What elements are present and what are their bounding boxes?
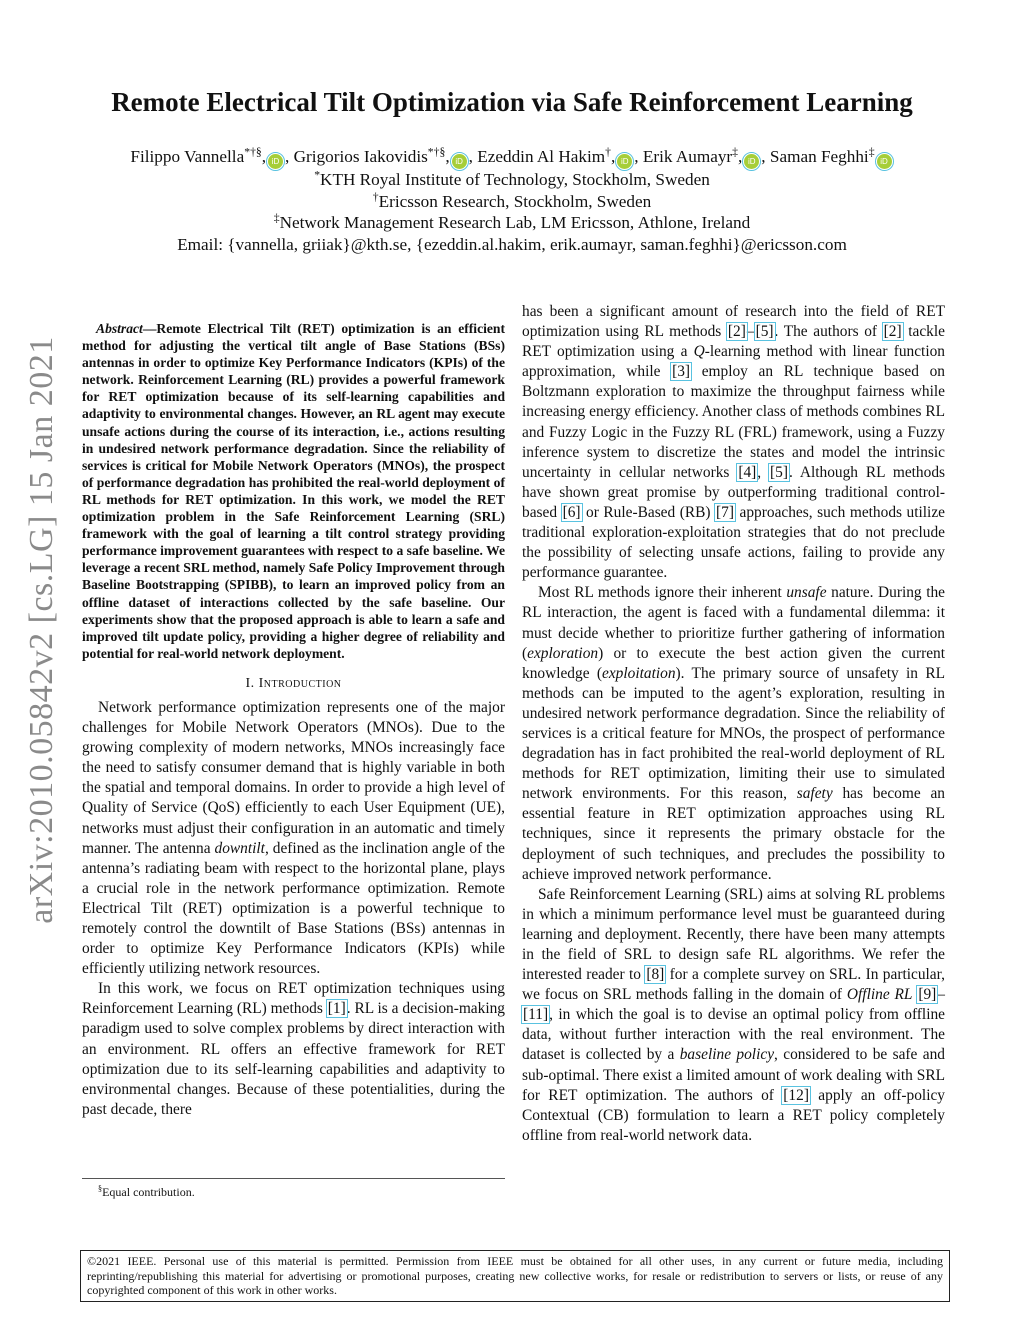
author-name: Ezeddin Al Hakim <box>477 147 606 166</box>
author-marks: ‡ <box>732 145 738 159</box>
section-heading-introduction: I. Introduction <box>245 675 342 691</box>
citation-link[interactable]: [11] <box>523 1006 549 1024</box>
orcid-icon[interactable]: iD <box>452 154 467 169</box>
affiliation: ‡Network Management Research Lab, LM Ericsson, Athlone, Ireland <box>273 211 751 232</box>
paragraph: In this work, we focus on RET optimization techniques using Reinforcement Learning (RL) methods [1]. RL is a decision-making paradigm used to solve complex problems by direct interaction with an environment. RL offers an effective framework for RET optimization due to its self-learning capabilities and adaptivity to environmental changes. Because of these potentialities, during the past decade, there <box>82 980 505 1118</box>
orcid-icon[interactable]: iD <box>744 154 759 169</box>
affiliation: †Ericsson Research, Stockholm, Sweden <box>372 189 652 211</box>
paragraph: has been a significant amount of research into the field of RET optimization using RL methods [2]–[5]. The authors of [2] tackle RET optimization using a Q-learning method with linear function approximation, while [3] employ an RL technique based on Boltzmann exploration to maximize the throughput fairness while increasing energy efficiency. Another class of methods combines RL and Fuzzy Logic in the Fuzzy RL (FRL) framework, using a Fuzzy inference system to discretize the states and model the intrinsic uncertainty in cellular networks [4], [5]. Although RL methods have shown great promise by outperforming traditional control-based [6] or Rule-Based (RB) [7] approaches, such methods utilize traditional exploration-exploitation strategies that do not preclude the possibility of selecting unsafe actions, failing to provide any performance guarantee. <box>522 303 945 582</box>
author-name: Grigorios Iakovidis <box>293 147 428 166</box>
author-marks: ‡ <box>868 145 875 159</box>
citation-link[interactable]: [7] <box>716 503 734 521</box>
abstract-text: —Remote Electrical Tilt (RET) optimization is an efficient method for adjusting the vertical tilt angle of Base Stations (BSs) antennas in order to optimize Key Performance Indicators (KPIs) of the network. Reinforcement Learning (RL) provides a powerful framework for RET optimization because of its self-learning capabilities and adaptivity to environmental changes. However, an RL agent may execute unsafe actions during the course of its interaction, i.e., actions resulting in undesired network performance degradation. Since the reliability of services is critical for Mobile Network Operators (MNOs), the prospect of performance degradation has prohibited the real-world deployment of RL methods for RET optimization. In this work, we model the RET optimization problem in the Safe Reinforcement Learning (SRL) framework with the goal of learning a tilt control strategy providing performance improvement guarantees with respect to a safe baseline. We leverage a recent SRL method, namely Safe Policy Improvement through Baseline Bootstrapping (SPIBB), to learn an improved policy from an offline dataset of interactions collected by the safe baseline. Our experiments show that the proposed approach is able to learn a safe and improved tilt update policy, providing a higher degree of reliability and potential for real-world network deployment. <box>82 321 505 661</box>
paragraph: Most RL methods ignore their inherent unsafe nature. During the RL interaction, the agent is faced with a fundamental dilemma: it must decide whether to prioritize further gathering of information (exploration) or to execute the best action given the current knowledge (exploitation). The primary source of unsafety in RL methods can be imputed to the agent’s exploration, resulting in undesired network performance degradation. Since the reliability of services is a critical feature for MNOs, the prospect of performance degradation has in fact prohibited the real-world deployment of RL methods for RET optimization, limiting their use to simulated network environments. For this reason, safety has become an essential feature in RET optimization approaches using RL techniques, since it represents the primary obstacle for the deployment of such techniques, and precludes the possibility to achieve improved network performance. <box>522 584 946 883</box>
author-name: Saman Feghhi <box>769 147 869 166</box>
paragraph: Network performance optimization represents one of the major challenges for Mobile Network Operators (MNOs). Due to the growing complexity of modern networks, MNOs increasingly face the need to satisfy consumer demand that is highly variable in both the spatial and temporal domains. In order to provide a high level of Quality of Service (QoS) efficiently to each User Equipment (UE), networks must adjust their configuration in an automatic and timely manner. The antenna downtilt, defined as the inclination angle of the antenna’s radiating beam with respect to the horizontal plane, plays a crucial role in the network performance optimization. Remote Electrical Tilt (RET) optimization is a powerful technique to remotely control the downtilt of Base Stations (BSs) antennas in order to optimize Key Performance Indicators (KPIs) while efficiently utilizing network resources. <box>82 698 505 978</box>
orcid-icon[interactable]: iD <box>877 154 892 169</box>
paper-title: Remote Electrical Tilt Optimization via Safe Reinforcement Learning <box>111 87 913 117</box>
citation-link[interactable]: [2] <box>883 323 902 341</box>
author-list: Filippo Vannella*†§, iD , Grigorios Iakovidis*†§, iD , Ezeddin Al Hakim†, iD , Erik Aumayr‡, iD , Saman Feghhi‡iD <box>60 146 964 169</box>
author-marks: *†§ <box>427 145 446 159</box>
author-name: Erik Aumayr <box>642 147 733 166</box>
citation-link[interactable]: [1] <box>327 1000 346 1018</box>
abstract-lead: Abstract <box>96 321 143 336</box>
footnote-text: Equal contribution. <box>102 1185 195 1199</box>
author-marks: *†§ <box>244 145 262 159</box>
citation-link[interactable]: [6] <box>562 503 581 521</box>
author-block <box>60 146 964 255</box>
abstract <box>82 320 505 662</box>
orcid-icon[interactable]: iD <box>268 154 283 169</box>
citation-link[interactable]: [3] <box>672 363 691 381</box>
citation-link[interactable]: [9] <box>918 986 937 1004</box>
paragraph: Safe Reinforcement Learning (SRL) aims at solving RL problems in which a minimum performance level must be guaranteed during learning and deployment. Recently, there have been many attempts in the field of SRL to design safe RL algorithms. We refer the interested reader to [8] for a complete survey on SRL. In particular, we focus on SRL methods falling in the domain of Offline RL [9]–[11], in which the goal is to devise an optimal policy from offline data, without further interaction with the real environment. The dataset is collected by a baseline policy, considered to be safe and sub-optimal. There exist a limited amount of work dealing with SRL for RET optimization. The authors of [12] apply an off-policy Contextual (CB) formulation to learn a RET policy completely offline from real-world network data. <box>522 885 946 1144</box>
arxiv-identifier[interactable]: arXiv:2010.05842v2 [cs.LG] 15 Jan 2021 <box>23 336 60 924</box>
citation-link[interactable]: [4] <box>738 463 757 481</box>
copyright-notice: ©2021 IEEE. Personal use of this material is permitted. Permission from IEEE must be obtained for all other uses, in any current or future media, including reprinting/republishing this material for advertising or promotional purposes, creating new collective works, for resale or redistribution to servers or lists, or reuse of any copyrighted component of this work in other works. <box>80 1250 950 1302</box>
author-marks: † <box>605 145 611 159</box>
left-column <box>82 320 505 1120</box>
right-column <box>522 302 945 1146</box>
affiliation: *KTH Royal Institute of Technology, Stockholm, Sweden <box>314 168 710 189</box>
footnote-mark: § <box>98 1184 103 1193</box>
author-emails: Email: {vannella, griiak}@kth.se, {ezeddin.al.hakim, erik.aumayr, saman.feghhi}@ericsson.com <box>177 234 847 254</box>
footnote <box>82 1178 505 1200</box>
citation-link[interactable]: [12] <box>783 1086 809 1104</box>
citation-link[interactable]: [5] <box>770 463 788 481</box>
citation-link[interactable]: [5] <box>755 323 774 341</box>
citation-link[interactable]: [8] <box>646 966 665 984</box>
author-name: Filippo Vannella <box>130 147 245 166</box>
orcid-icon[interactable]: iD <box>617 154 632 169</box>
citation-link[interactable]: [2] <box>727 323 746 341</box>
